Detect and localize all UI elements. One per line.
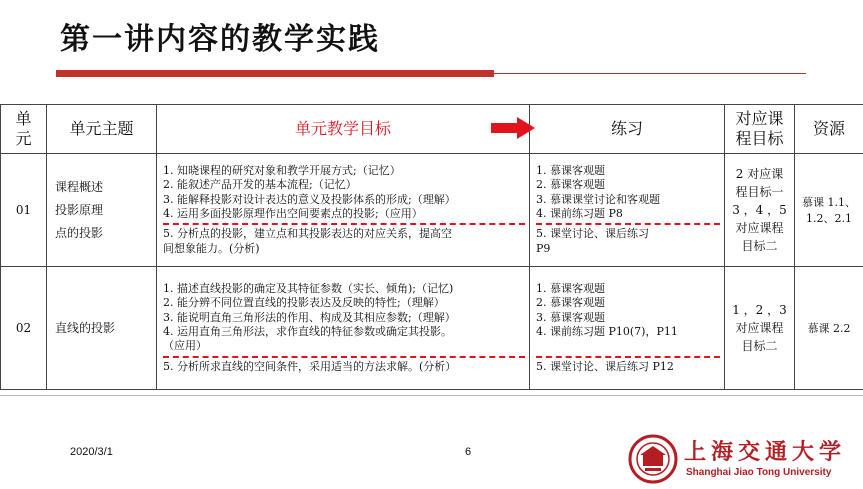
header-goals (157, 105, 530, 154)
objective-line: 目标二 (741, 339, 778, 353)
resource-line: 慕课 1.1、 (802, 196, 856, 209)
exercise-item: 5. 课堂讨论、课后练习 (536, 227, 649, 241)
row-resources (795, 267, 863, 390)
goal-item: 2. 能叙述产品开发的基本流程;（记忆） (163, 178, 357, 192)
header-unit: 单元 (1, 105, 47, 154)
dashed-divider (536, 223, 720, 225)
teaching-table (0, 104, 863, 390)
goal-item: 2. 能分辨不同位置直线的投影表达及反映的特性;（理解） (163, 296, 445, 310)
title-underline (56, 70, 494, 77)
row-goals (157, 154, 530, 267)
objective-line: 2 对应课 (735, 167, 784, 181)
header-goals-label: 单元教学目标 (294, 119, 391, 138)
row-theme (47, 154, 157, 267)
exercise-item: 1. 慕课客观题 (536, 282, 605, 296)
table-row (1, 267, 863, 390)
resource-line: 慕课 2.2 (807, 322, 851, 335)
exercise-item: 1. 慕课客观题 (536, 164, 605, 178)
blank-line (536, 339, 720, 353)
row-unit: 01 (1, 154, 47, 267)
page-title: 第一讲内容的教学实践 (60, 22, 380, 57)
dashed-divider (536, 356, 720, 358)
right-arrow-icon (491, 117, 535, 139)
goal-item: 4. 运用直角三角形法，求作直线的特征参数或确定其投影。 (163, 325, 452, 338)
page-number: 6 (465, 446, 472, 458)
theme-line: 课程概述 (55, 179, 104, 194)
goal-item: 4. 运用多面投影原理作出空间要素点的投影;（应用） (163, 207, 423, 220)
goal-item: 1. 知晓课程的研究对象和教学开展方式;（记忆） (163, 164, 401, 178)
dashed-divider (163, 223, 525, 225)
header-course-objective: 对应课程目标 (725, 105, 795, 154)
footer-date: 2020/3/1 (70, 446, 113, 458)
row-course-objective (725, 154, 795, 267)
row-unit: 02 (1, 267, 47, 390)
row-exercises (530, 267, 725, 390)
objective-line: 1 ，2 ，3 (732, 303, 787, 317)
goal-item: 3. 能解释投影对设计表达的意义及投影体系的形成;（理解） (163, 192, 456, 206)
table-bottom-rule (0, 395, 863, 396)
sjtu-logo (626, 433, 863, 485)
row-course-objective (725, 267, 795, 390)
exercise-item: 4. 课前练习题 P8 (536, 207, 623, 220)
exercise-item: 4. 课前练习题 P10(7)，P11 (536, 325, 678, 338)
row-goals (157, 267, 530, 390)
objective-line: 目标二 (741, 239, 778, 253)
university-seal-icon (628, 434, 678, 484)
theme-line: 投影原理 (55, 202, 104, 217)
logo-english-name: Shanghai Jiao Tong University (686, 467, 832, 478)
resource-line: 1.2、2.1 (806, 212, 852, 225)
exercise-item: 2. 慕课客观题 (536, 296, 605, 310)
goal-item: （应用） (163, 339, 207, 353)
title-rule (494, 73, 806, 74)
header-theme: 单元主题 (47, 105, 157, 154)
table-row (1, 154, 863, 267)
objective-line: 对应课程 (735, 321, 784, 335)
table-header-row (1, 105, 863, 154)
exercise-item: 5. 课堂讨论、课后练习 P12 (536, 359, 674, 373)
goal-item: 3. 能说明直角三角形法的作用、构成及其相应参数;（理解） (163, 310, 456, 324)
exercise-item: 2. 慕课客观题 (536, 178, 605, 192)
row-resources (795, 154, 863, 267)
goal-item: 1. 描述直线投影的确定及其特征参数（实长、倾角);（记忆) (163, 282, 454, 296)
objective-line: 对应课程 (735, 221, 784, 235)
objective-line: 3 ，4 ，5 (732, 203, 787, 217)
logo-chinese-name: 上海交通大学 (684, 439, 847, 465)
row-theme (47, 267, 157, 390)
goal-item: 5. 分析所求直线的空间条件，采用适当的方法求解。(分析） (163, 359, 457, 373)
exercise-item: 3. 慕课课堂讨论和客观题 (536, 192, 660, 206)
header-resources: 资源 (795, 105, 863, 154)
objective-line: 程目标一 (735, 185, 784, 199)
theme-line: 直线的投影 (55, 320, 116, 335)
row-exercises (530, 154, 725, 267)
header-exercises: 练习 (530, 105, 725, 154)
goal-item: 5. 分析点的投影，建立点和其投影表达的对应关系，提高空 (163, 227, 452, 241)
theme-line: 点的投影 (55, 225, 104, 240)
goal-item: 间想象能力。(分析) (163, 241, 260, 255)
exercise-item: P9 (536, 241, 551, 255)
dashed-divider (163, 356, 525, 358)
exercise-item: 3. 慕课客观题 (536, 310, 605, 324)
